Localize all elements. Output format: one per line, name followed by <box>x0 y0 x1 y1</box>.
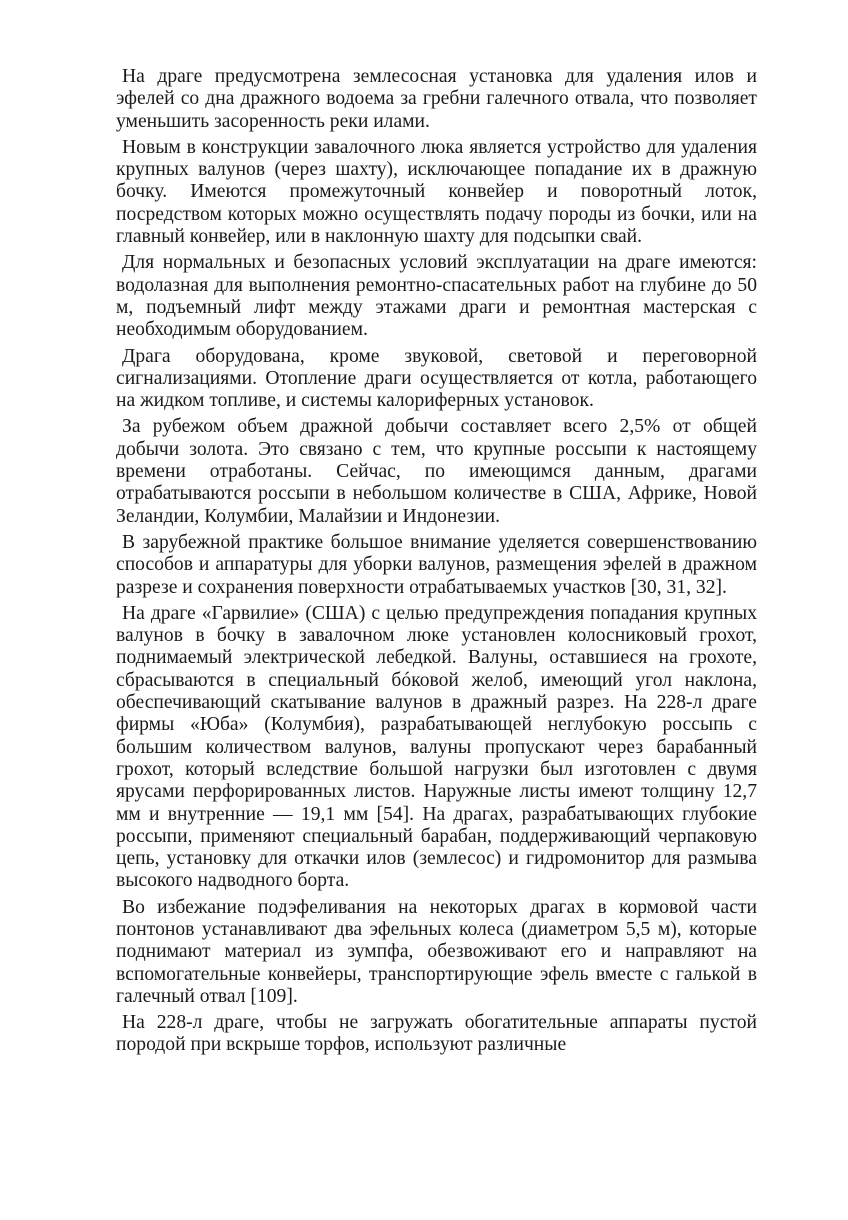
paragraph-6: В зарубежной практике большое внимание уделяется совершенствованию способов и аппаратуры для уборки валунов, размещения эфелей в дражном разрезе и сохранения поверхности отрабатываемых участков [30, 31, 32]. <box>116 531 757 598</box>
paragraph-8: Во избежание подэфеливания на некоторых драгах в кормовой части понтонов устанавливают два эфельных колеса (диаметром 5,5 м), которые поднимают материал из зумпфа, обезвоживают его и направляют на вспомогательные конвейеры, транспортирующие эфель вместе с галькой в галечный отвал [109]. <box>116 896 757 1007</box>
paragraph-1: На драге предусмотрена землесосная установка для удаления илов и эфелей со дна дражного водоема за гребни галечного отвала, что позволяет уменьшить засоренность реки илами. <box>116 66 757 132</box>
paragraph-2: Новым в конструкции завалочного люка является устройство для удаления крупных валунов (через шахту), исключающее попадание их в дражную бочку. Имеются промежуточный конвейер и поворотный лоток, посредством которых можно осуществлять подачу породы из бочки, или на главный конвейер, или в наклонную шахту для подсыпки свай. <box>116 136 757 248</box>
paragraph-7: На драге «Гарвилие» (США) с целью предупреждения попадания крупных валунов в бочку в завалочном люке установлен колосниковый грохот, поднимаемый электрической лебедкой. Валуны, оставшиеся на грохоте, сбрасываются в специальный бóковой желоб, имеющий угол наклона, обеспечивающий скатывание валунов в дражный разрез. На 228-л драге фирмы «Юба» (Колумбия), разрабатывающей неглубокую россыпь с большим количеством валунов, валуны пропускают через барабанный грохот, который вследствие большой нагрузки был изготовлен с двумя ярусами перфорированных листов. Наружные листы имеют толщину 12,7 мм и внутренние — 19,1 мм [54]. На драгах, разрабатывающих глубокие россыпи, применяют специальный барабан, поддерживающий черпаковую цепь, установку для откачки илов (землесос) и гидромонитор для размыва высокого надводного борта. <box>116 602 757 892</box>
paragraph-5: За рубежом объем дражной добычи составляет всего 2,5% от общей добычи золота. Это связано с тем, что крупные россыпи к настоящему времени отработаны. Сейчас, по имеющимся данным, драгами отрабатываются россыпи в небольшом количестве в США, Африке, Новой Зеландии, Колумбии, Малайзии и Индонезии. <box>116 416 757 527</box>
paragraph-9: На 228-л драге, чтобы не загружать обогатительные аппараты пустой породой при вскрыше торфов, используют различные <box>116 1012 757 1056</box>
paragraph-4: Драга оборудована, кроме звуковой, световой и переговорной сигнализациями. Отопление драги осуществляется от котла, работающего на жидком топливе, и системы калориферных установок. <box>116 345 757 412</box>
document-page <box>116 66 757 1061</box>
paragraph-3: Для нормальных и безопасных условий эксплуатации на драге имеются: водолазная для выполнения ремонтно-спасательных работ на глубине до 50 м, подъемный лифт между этажами драги и ремонтная мастерская с необходимым оборудованием. <box>116 252 757 341</box>
